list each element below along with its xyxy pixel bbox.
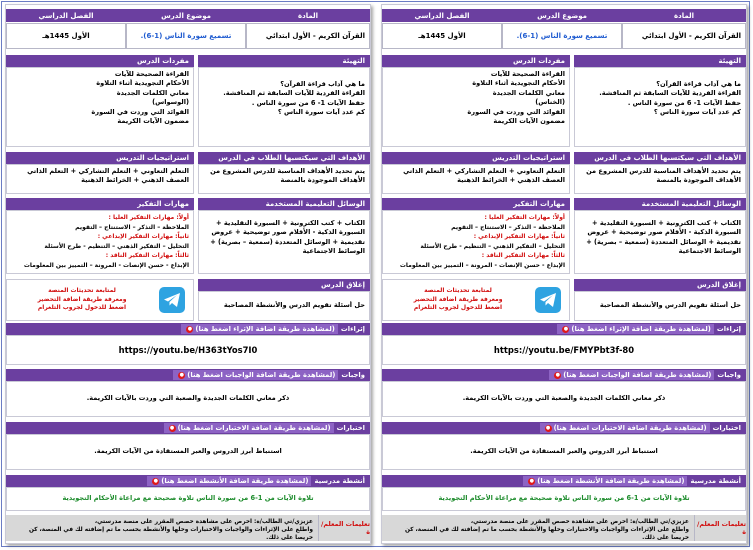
enrichment-howto-link[interactable] [557, 324, 714, 334]
play-icon: ● [169, 424, 175, 431]
thinking-line: الملاحظة – التذكر – الاستنتاج – التقويم [451, 223, 565, 231]
homework-text: ذكر معاني الكلمات الجديدة والصعبة التي وردت بالآيات الكريمة. [86, 394, 290, 403]
tests-bar [6, 422, 370, 434]
play-icon: ● [555, 371, 560, 378]
warmup-line: القراءة الفردية للآيات السابقة ثم المناقشة. [599, 89, 741, 98]
objectives-text: يتم تحديد الأهداف المناسبة للدرس المشروع من الأهداف الموجودة بالمنصة [574, 164, 746, 194]
warmup-label: التهيئة [198, 55, 370, 67]
vocab-line: الفوائد التي وردت في السورة [91, 107, 189, 116]
telegram-line: اضغط للدخول لجروب التلغرام [37, 304, 127, 312]
thinking-box [382, 210, 570, 274]
warmup-line: ما هي آداب قراءة القرآن؟ [280, 80, 365, 88]
lesson-plan-page-left [5, 4, 371, 544]
play-icon: ● [153, 477, 158, 484]
warmup-box [574, 67, 746, 147]
tests-howto-text: (لمشاهدة طريقة اضافة الاختبارات اضغط هنا) [177, 424, 331, 432]
enrichment-label: إثراءات [716, 325, 741, 333]
activities-box [6, 487, 370, 511]
telegram-line: ومعرفة طريقة اضافة التحضير [413, 295, 503, 303]
thinking-heading: أولاً: مهارات التفكير العليا : [484, 214, 565, 221]
vocab-label: مفردات الدرس [382, 55, 570, 67]
tests-bar [382, 422, 746, 434]
enrichment-label: إثراءات [340, 325, 365, 333]
vocab-label: مفردات الدرس [6, 55, 194, 67]
play-icon: ● [545, 424, 551, 431]
telegram-banner[interactable] [382, 279, 570, 321]
objectives-label: الأهداف التي سيكتسبها الطلاب في الدرس [574, 152, 746, 164]
subject-value: القرآن الكريم - الأول ابتدائي [622, 23, 746, 49]
thinking-line: الإبداع - حسن الإنصات - المرونة – التمييز بين المعلومات [399, 261, 565, 269]
homework-box [6, 381, 370, 417]
vocab-line: (الخناس) [535, 98, 565, 107]
vocab-line: (الوسواس) [152, 98, 189, 107]
lesson-plan-page-right [381, 4, 747, 544]
thinking-label: مهارات التفكير [6, 198, 194, 210]
thinking-line: الإبداع - حسن الإنصات - المرونة – التمييز بين المعلومات [23, 261, 189, 269]
enrichment-howto-link[interactable] [181, 324, 338, 334]
subject-value: القرآن الكريم - الأول ابتدائي [246, 23, 370, 49]
warmup-box [198, 67, 370, 147]
warmup-label: التهيئة [574, 55, 746, 67]
vocab-line: الأحكام التجويدية أثناء التلاوة [472, 79, 565, 88]
thinking-box [6, 210, 194, 274]
warmup-line: كم عدد آيات سورة الناس ؟ [277, 108, 365, 117]
enrichment-bar [382, 323, 746, 335]
telegram-line: ومعرفة طريقة اضافة التحضير [37, 295, 127, 303]
telegram-text[interactable] [15, 287, 149, 312]
aids-label: الوسائل التعليمية المستخدمة [198, 198, 370, 210]
telegram-icon[interactable] [535, 287, 561, 313]
topic-label: موضوع الدرس [126, 9, 246, 22]
aids-text: الكتاب + كتب الكترونية + السبورة التقليدية + السبورة الذكية - الأقلام صور توضيحية + عروض تقديمية + الوسائل المتعددة (سمعية – بصرية) + الوسائط الاجتماعية [574, 210, 746, 274]
closing-box [574, 291, 746, 321]
closing-label: إغلاق الدرس [574, 279, 746, 291]
warmup-line: كم عدد آيات سورة الناس ؟ [653, 108, 741, 117]
topic-value: تسميع سورة الناس (1-6). [126, 23, 246, 49]
telegram-line: اضغط للدخول لجروب التلغرام [413, 304, 503, 312]
notes-label: تعليمات المعلم/ة [694, 515, 746, 541]
homework-bar [6, 369, 370, 381]
thinking-heading: ثالثاً: مهارات التفكير الناقد : [481, 252, 565, 260]
play-icon: ● [179, 371, 184, 378]
term-label: الفصل الدراسي [6, 9, 126, 22]
strategies-label: استراتيجيات التدريس [382, 152, 570, 164]
telegram-text[interactable] [391, 287, 525, 312]
homework-howto-link[interactable] [549, 370, 714, 380]
tests-label: اختبارات [336, 424, 365, 432]
vocab-line: مضمون الآيات الكريمة [493, 117, 565, 126]
enrichment-howto-text: (لمشاهدة طريقة اضافة الإثراء اضغط هنا) [195, 325, 335, 333]
objectives-label: الأهداف التي سيكتسبها الطلاب في الدرس [198, 152, 370, 164]
enrichment-box [382, 335, 746, 365]
tests-howto-text: (لمشاهدة طريقة اضافة الاختبارات اضغط هنا) [553, 424, 707, 432]
enrichment-box [6, 335, 370, 365]
topic-label: موضوع الدرس [502, 9, 622, 22]
play-icon: ● [529, 477, 534, 484]
vocab-line: مضمون الآيات الكريمة [117, 117, 189, 126]
telegram-icon[interactable] [159, 287, 185, 313]
telegram-line: لمتابعة تحديثات المنصة [424, 287, 492, 295]
vocab-box [6, 67, 194, 147]
homework-label: واجبات [341, 371, 365, 379]
thinking-heading: ثالثاً: مهارات التفكير الناقد : [105, 252, 189, 260]
activities-box [382, 487, 746, 511]
homework-text: ذكر معاني الكلمات الجديدة والصعبة التي وردت بالآيات الكريمة. [462, 394, 666, 403]
term-value: الأول 1445هـ [6, 23, 126, 49]
tests-howto-link[interactable] [540, 423, 710, 433]
play-icon: ● [563, 325, 569, 332]
activities-howto-text: (لمشاهدة طريقة اضافة الأنشطة اضغط هنا) [537, 477, 685, 485]
enrichment-url[interactable]: https://youtu.be/FMYPbt3f-80 [493, 345, 635, 355]
homework-howto-text: (لمشاهدة طريقة اضافة الواجبات اضغط هنا) [563, 371, 712, 379]
closing-text: حل أسئلة تقويم الدرس والأنشطة المصاحبة [599, 301, 741, 310]
notes-row [6, 515, 370, 541]
vocab-line: القراءة الصحيحة للآيات [490, 70, 565, 78]
term-label: الفصل الدراسي [382, 9, 502, 22]
play-icon: ● [187, 325, 193, 332]
warmup-line: القراءة الفردية للآيات السابقة ثم المناقشة. [223, 89, 365, 98]
enrichment-howto-text: (لمشاهدة طريقة اضافة الإثراء اضغط هنا) [571, 325, 711, 333]
tests-text: استنباط أبرز الدروس والعبر المستفادة من الآيات الكريمة. [94, 447, 282, 456]
homework-box [382, 381, 746, 417]
notes-label: تعليمات المعلم/ة [318, 515, 370, 541]
homework-howto-text: (لمشاهدة طريقة اضافة الواجبات اضغط هنا) [187, 371, 336, 379]
notes-line: عزيزي/تي الطالب/ة: احرص على مشاهدة حصص المقرر على منصة مدرستي، [94, 519, 313, 525]
topic-value: تسميع سورة الناس (1-6). [502, 23, 622, 49]
strategies-text: التعلم التعاوني + التعلم التشاركي + التعلم الذاتي العصف الذهني + الخرائط الذهنية [6, 164, 194, 194]
aids-text: الكتاب + كتب الكترونية + السبورة التقليدية + السبورة الذكية - الأقلام صور توضيحية + عروض تقديمية + الوسائل المتعددة (سمعية – بصرية) + الوسائط الاجتماعية [198, 210, 370, 274]
strategies-label: استراتيجيات التدريس [6, 152, 194, 164]
vocab-line: معاني الكلمات الجديدة [116, 88, 189, 97]
activities-howto-link[interactable] [523, 476, 687, 486]
vocab-line: الأحكام التجويدية أثناء التلاوة [96, 79, 189, 88]
thinking-label: مهارات التفكير [382, 198, 570, 210]
homework-label: واجبات [717, 371, 741, 379]
notes-line: واطلع على الإثراءات والواجبات والاختبارات وحلها والأنشطة بحسب ما تم إضافته لك في المنصة، كن حريصا على ذلك. [28, 527, 313, 541]
thinking-line: التحليل – التفكير الذهني – التنظيم - طرح الأسئلة [420, 242, 565, 250]
homework-howto-link[interactable] [173, 370, 338, 380]
telegram-banner[interactable] [6, 279, 194, 321]
thinking-heading: ثانياً: مهارات التفكير الإبداعي : [97, 233, 189, 241]
notes-text [6, 515, 318, 541]
warmup-line: حفظ الآيات 1- 6 من سورة الناس . [251, 98, 365, 107]
tests-box [382, 434, 746, 470]
thinking-line: التحليل – التفكير الذهني – التنظيم - طرح الأسئلة [44, 242, 189, 250]
thinking-line: الملاحظة – التذكر – الاستنتاج – التقويم [75, 223, 189, 231]
term-value: الأول 1445هـ [382, 23, 502, 49]
enrichment-bar [6, 323, 370, 335]
subject-label: المادة [622, 9, 746, 22]
tests-howto-link[interactable] [164, 423, 334, 433]
closing-label: إغلاق الدرس [198, 279, 370, 291]
thinking-heading: أولاً: مهارات التفكير العليا : [108, 214, 189, 221]
notes-text [382, 515, 694, 541]
activities-bar [6, 475, 370, 487]
vocab-line: معاني الكلمات الجديدة [492, 88, 565, 97]
strategies-text: التعلم التعاوني + التعلم التشاركي + التعلم الذاتي العصف الذهني + الخرائط الذهنية [382, 164, 570, 194]
vocab-line: القراءة الصحيحة للآيات [114, 70, 189, 78]
warmup-line: حفظ الآيات 1- 6 من سورة الناس . [627, 98, 741, 107]
activities-text: تلاوة الآيات من 1-6 من سورة الناس تلاوة صحيحة مع مراعاة الأحكام التجويدية [438, 494, 690, 503]
subject-label: المادة [246, 9, 370, 22]
vocab-box [382, 67, 570, 147]
telegram-line: لمتابعة تحديثات المنصة [48, 287, 116, 295]
aids-label: الوسائل التعليمية المستخدمة [574, 198, 746, 210]
vocab-line: الفوائد التي وردت في السورة [467, 107, 565, 116]
activities-label: أنشطة مدرسية [690, 477, 741, 485]
objectives-text: يتم تحديد الأهداف المناسبة للدرس المشروع من الأهداف الموجودة بالمنصة [198, 164, 370, 194]
notes-row [382, 515, 746, 541]
notes-line: واطلع على الإثراءات والواجبات والاختبارات وحلها والأنشطة بحسب ما تم إضافته لك في المنصة، كن حريصا على ذلك. [404, 527, 689, 541]
activities-label: أنشطة مدرسية [314, 477, 365, 485]
activities-text: تلاوة الآيات من 1-6 من سورة الناس تلاوة صحيحة مع مراعاة الأحكام التجويدية [62, 494, 314, 503]
activities-howto-text: (لمشاهدة طريقة اضافة الأنشطة اضغط هنا) [161, 477, 309, 485]
tests-box [6, 434, 370, 470]
warmup-line: ما هي آداب قراءة القرآن؟ [656, 80, 741, 88]
notes-line: عزيزي/تي الطالب/ة: احرص على مشاهدة حصص المقرر على منصة مدرستي، [470, 519, 689, 525]
closing-box [198, 291, 370, 321]
tests-text: استنباط أبرز الدروس والعبر المستفادة من الآيات الكريمة. [470, 447, 658, 456]
activities-bar [382, 475, 746, 487]
tests-label: اختبارات [712, 424, 741, 432]
thinking-heading: ثانياً: مهارات التفكير الإبداعي : [473, 233, 565, 241]
activities-howto-link[interactable] [147, 476, 311, 486]
enrichment-url[interactable]: https://youtu.be/H363tYos7I0 [118, 345, 258, 355]
closing-text: حل أسئلة تقويم الدرس والأنشطة المصاحبة [223, 301, 365, 310]
homework-bar [382, 369, 746, 381]
